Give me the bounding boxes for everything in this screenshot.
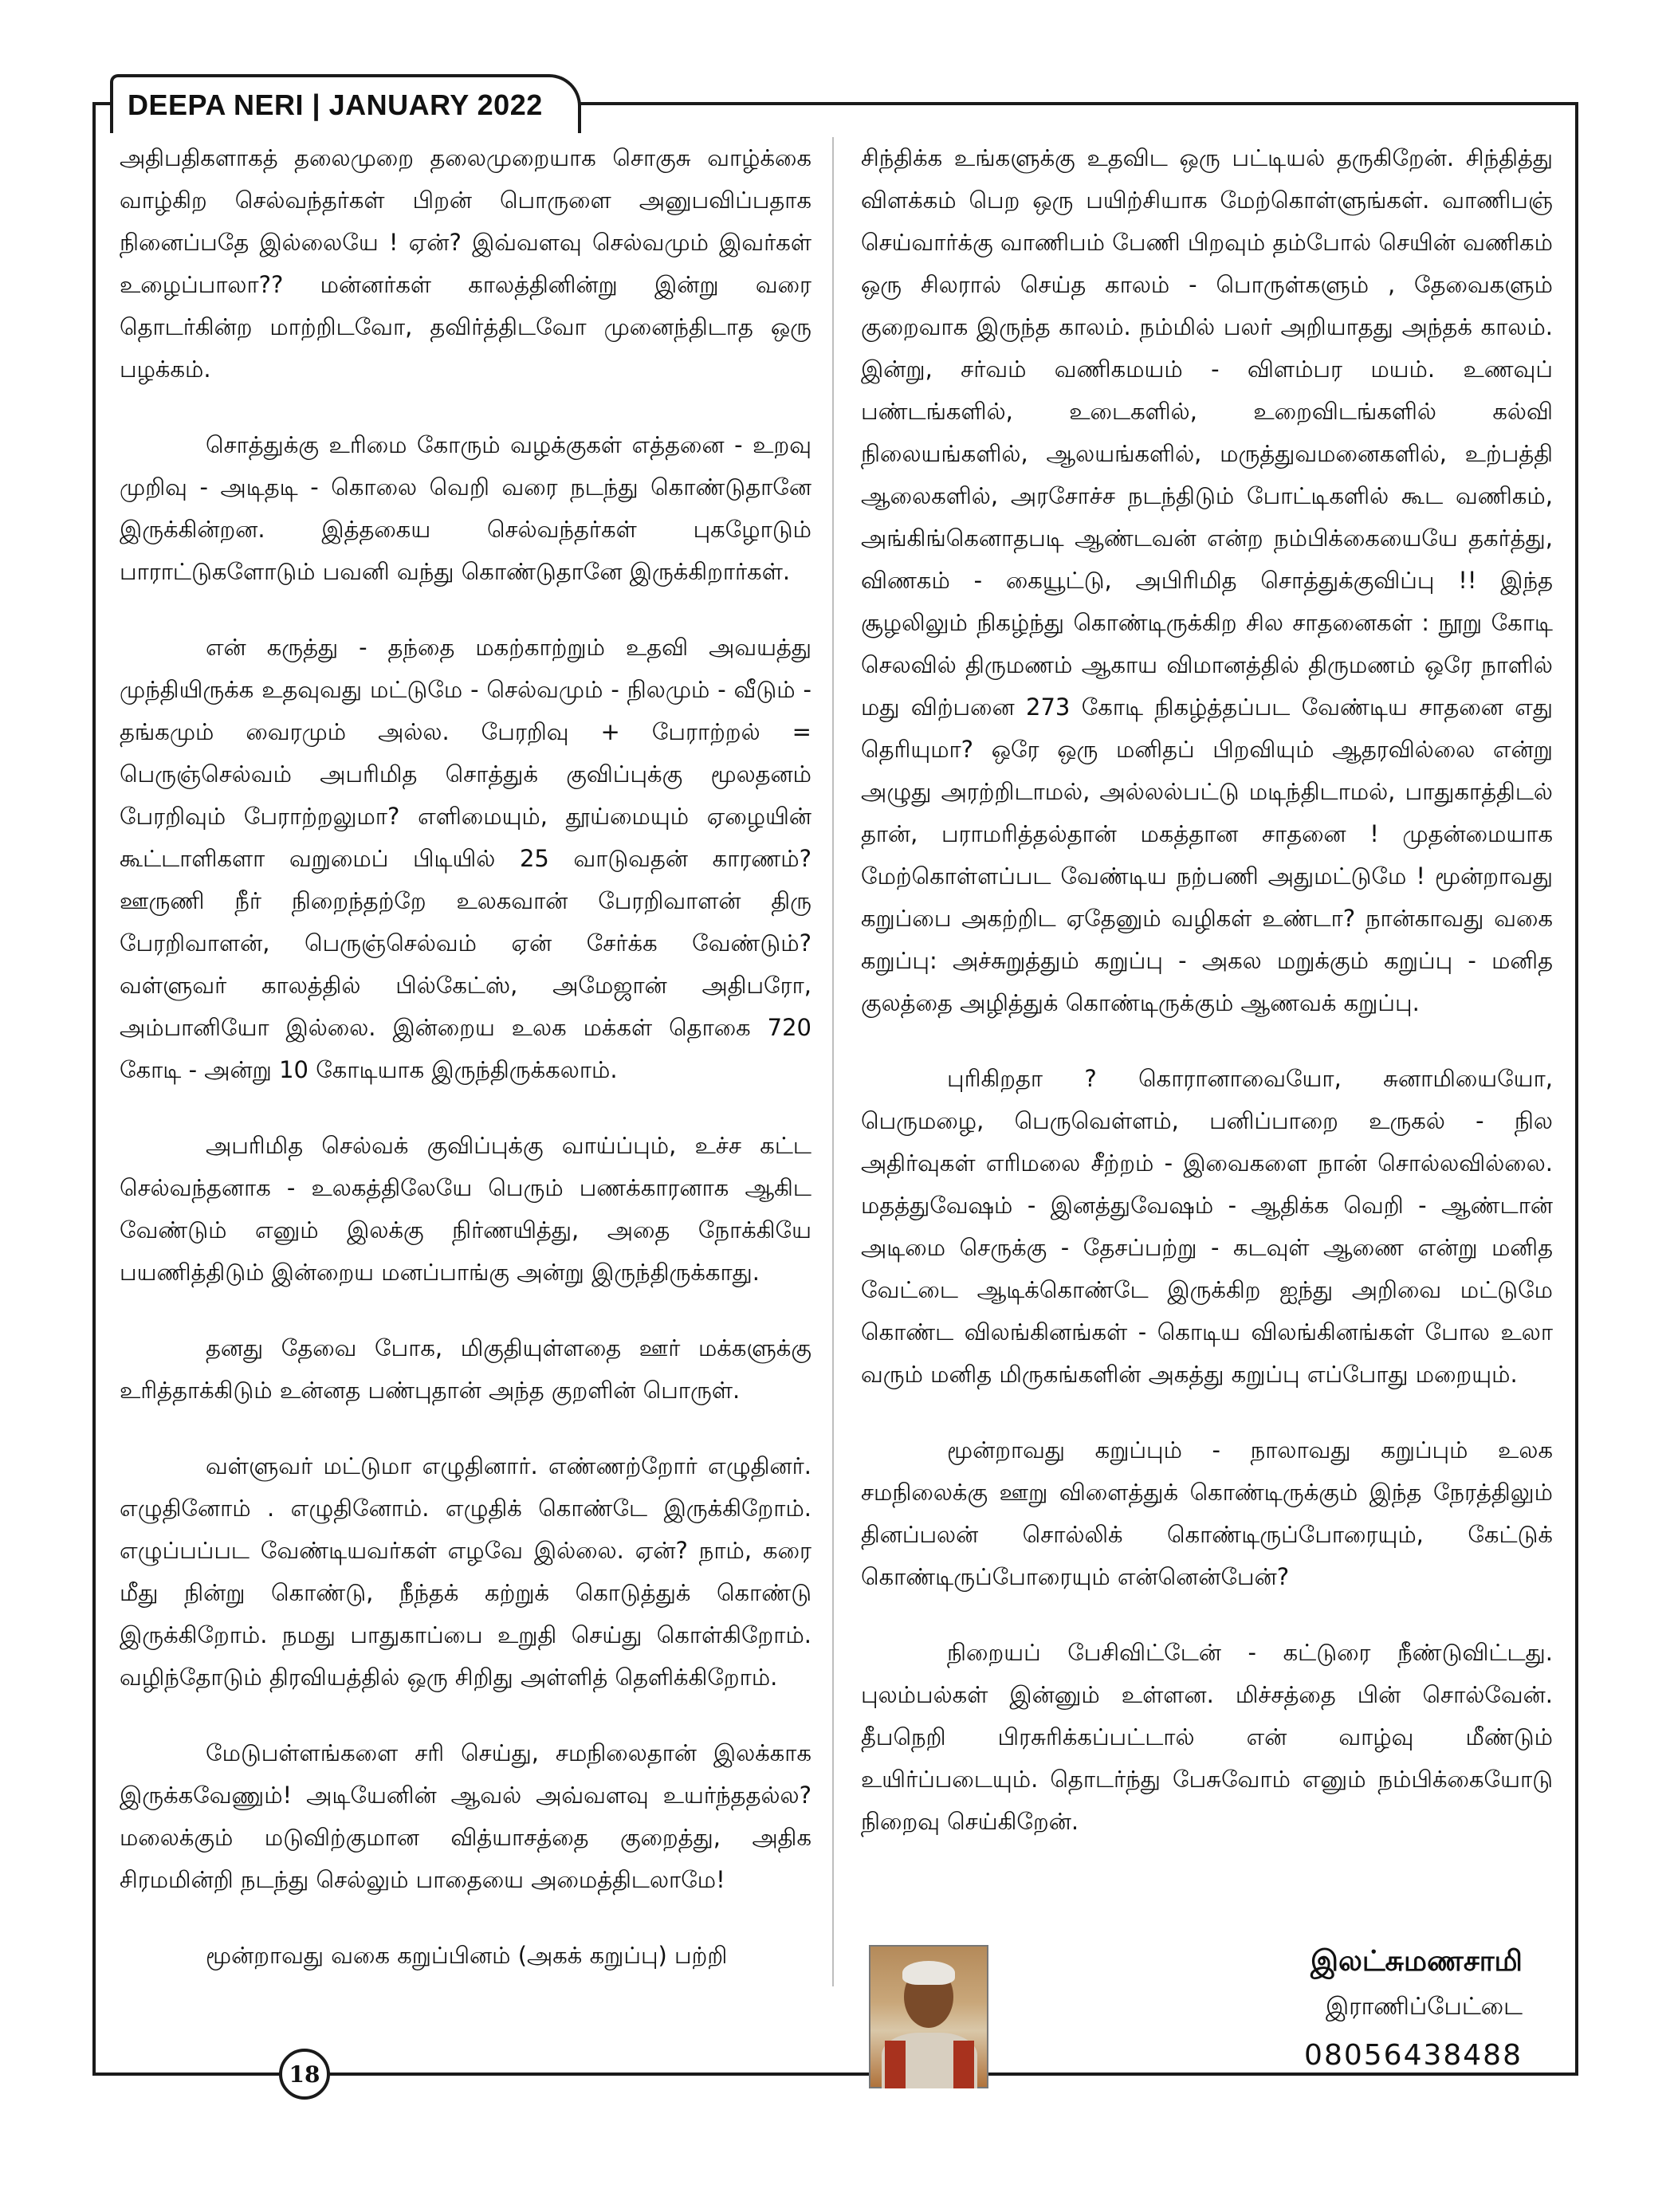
paragraph: என் கருத்து - தந்தை மகற்காற்றும் உதவி அவயத்து முந்தியிருக்க உதவுவது மட்டுமே - செல்வமும் - நிலமும் - வீடும் - தங்கமும் வைரமும் அல்ல. பேரறிவு + பேராற்றல் = பெருஞ்செல்வம் அபரிமித சொத்துக் குவிப்புக்கு மூலதனம் பேரறிவும் பேராற்றலுமா? எளிமையும், தூய்மையும் ஏழையின் கூட்டாளிகளா வறுமைப் பிடியில் 25 வாடுவதன் காரணம்? ஊருணி நீர் நிறைந்தற்றே உலகவான் பேரறிவாளன் திரு பேரறிவாளன், பெருஞ்செல்வம் ஏன் சேர்க்க வேண்டும்? வள்ளுவர் காலத்தில் பில்கேட்ஸ், அமேஜான் அதிபரோ, அம்பானியோ இல்லை. இன்றைய உலக மக்கள் தொகை 720 கோடி - அன்று 10 கோடியாக இருந்திருக்கலாம். [120,634,811,1083]
magazine-header [110,74,581,133]
paragraph: மேடுபள்ளங்களை சரி செய்து, சமநிலைதான் இலக்காக இருக்கவேணும்! அடியேனின் ஆவல் அவ்வளவு உயர்ந்ததல்ல? மலைக்கும் மடுவிற்குமான வித்யாசத்தை குறைத்து, அதிக சிரமமின்றி நடந்து செல்லும் பாதையை அமைத்திடலாமே! [120,1739,811,1893]
paragraph: மூன்றாவது வகை கறுப்பினம் (அகக் கறுப்பு) பற்றி [206,1942,728,1969]
paragraph: வள்ளுவர் மட்டுமா எழுதினார். எண்ணற்றோர் எழுதினர். எழுதினோம் . எழுதினோம். எழுதிக் கொண்டே இருக்கிறோம். எழுப்பப்பட வேண்டியவர்கள் எழவே இல்லை. ஏன்? நாம், கரை மீது நின்று கொண்டு, நீந்தக் கற்றுக் கொடுத்துக் கொண்டு இருக்கிறோம். நமது பாதுகாப்பை உறுதி செய்து கொள்கிறோம். வழிந்தோடும் திரவியத்தில் ஒரு சிறிது அள்ளித் தெளிக்கிறோம். [120,1452,811,1691]
paragraph: அபரிமித செல்வக் குவிப்புக்கு வாய்ப்பும், உச்ச கட்ட செல்வந்தனாக - உலகத்திலேயே பெரும் பணக்காரனாக ஆகிட வேண்டும் எனும் இலக்கு நிர்ணயித்து, அதை நோக்கியே பயணித்திடும் இன்றைய மனப்பாங்கு அன்று இருந்திருக்காது. [120,1132,811,1286]
author-name: இலட்சுமணசாமி [1311,1945,1523,1978]
paragraph: நிறையப் பேசிவிட்டேன் - கட்டுரை நீண்டுவிட்டது. புலம்பல்கள் இன்னும் உள்ளன. மிச்சத்தை பின் சொல்வேன். தீபநெறி பிரசுரிக்கப்பட்டால் என் வாழ்வு மீண்டும் உயிர்ப்படையும். தொடர்ந்து பேசுவோம் எனும் நம்பிக்கையோடு நிறைவு செய்கிறேன். [861,1639,1553,1835]
author-photo [869,1945,988,2088]
paragraph: அதிபதிகளாகத் தலைமுறை தலைமுறையாக சொகுசு வாழ்க்கை வாழ்கிற செல்வந்தர்கள் பிறன் பொருளை அனுபவிப்பதாக நினைப்பதே இல்லையே ! ஏன்? இவ்வளவு செல்வமும் இவர்கள் உழைப்பாலா?? மன்னர்கள் காலத்தினின்று இன்று வரை தொடர்கின்ற மாற்றிடவோ, தவிர்த்திடவோ முனைந்திடாத ஒரு பழக்கம். [120,144,811,383]
column-divider [832,137,834,1986]
paragraph: சொத்துக்கு உரிமை கோரும் வழக்குகள் எத்தனை - உறவு முறிவு - அடிதடி - கொலை வெறி வரை நடந்து கொண்டுதானே இருக்கின்றன. இத்தகைய செல்வந்தர்கள் புகழோடும் பாராட்டுகளோடும் பவனி வந்து கொண்டுதானே இருக்கிறார்கள். [120,431,811,585]
author-block [869,1945,1546,2073]
page-number: 18 [289,2061,320,2088]
right-column [861,137,1553,1876]
page-number-badge [279,2049,330,2100]
magazine-title: DEEPA NERI | JANUARY 2022 [128,88,543,121]
paragraph: புரிகிறதா ? கொரானாவையோ, சுனாமியையோ, பெருமழை, பெருவெள்ளம், பனிப்பாறை உருகல் - நில அதிர்வுகள் எரிமலை சீற்றம் - இவைகளை நான் சொல்லவில்லை. மதத்துவேஷம் - இனத்துவேஷம் - ஆதிக்க வெறி - ஆண்டான் அடிமை செருக்கு - தேசப்பற்று - கடவுள் ஆணை என்று மனித வேட்டை ஆடிக்கொண்டே இருக்கிற ஐந்து அறிவை மட்டுமே கொண்ட விலங்கினங்கள் - கொடிய விலங்கினங்கள் போல உலா வரும் மனித மிருகங்களின் அகத்து கறுப்பு எப்போது மறையும். [861,1065,1553,1388]
paragraph: மூன்றாவது கறுப்பும் - நாலாவது கறுப்பும் உலக சமநிலைக்கு ஊறு விளைத்துக் கொண்டிருக்கும் இந்த நேரத்திலும் தினப்பலன் சொல்லிக் கொண்டிருப்போரையும், கேட்டுக் கொண்டிருப்போரையும் என்னென்பேன்? [861,1436,1553,1590]
left-column [120,137,811,2010]
paragraph: சிந்திக்க உங்களுக்கு உதவிட ஒரு பட்டியல் தருகிறேன். சிந்தித்து விளக்கம் பெற ஒரு பயிற்சியாக மேற்கொள்ளுங்கள். வாணிபஞ் செய்வார்க்கு வாணிபம் பேணி பிறவும் தம்போல் செயின் வணிகம் ஒரு சிலரால் செய்த காலம் - பொருள்களும் , தேவைகளும் குறைவாக இருந்த காலம். நம்மில் பலர் அறியாதது அந்தக் காலம். இன்று, சர்வம் வணிகமயம் - விளம்பர மயம். உணவுப் பண்டங்களில், உடைகளில், உறைவிடங்களில் கல்வி நிலையங்களில், ஆலயங்களில், மருத்துவமனைகளில், உற்பத்தி ஆலைகளில், அரசோச்ச நடந்திடும் போட்டிகளில் கூட வணிகம், அங்கிங்கெனாதபடி ஆண்டவன் என்ற நம்பிக்கையையே தகர்த்து, விணகம் - கையூட்டு, அபிரிமித சொத்துக்குவிப்பு !! இந்த சூழலிலும் நிகழ்ந்து கொண்டிருக்கிற சில சாதனைகள் : நூறு கோடி செலவில் திருமணம் ஆகாய விமானத்தில் திருமணம் ஒரே நாளில் மது விற்பனை 273 கோடி நிகழ்த்தப்பட வேண்டிய சாதனை எது தெரியுமா? ஒரே ஒரு மனிதப் பிறவியும் ஆதரவில்லை என்று அழுது அரற்றிடாமல், அல்லல்பட்டு மடிந்திடாமல், பாதுகாத்திடல் தான், பராமரித்தல்தான் மகத்தான சாதனை ! முதன்மையாக மேற்கொள்ளப்பட வேண்டிய நற்பணி அதுமட்டுமே ! மூன்றாவது கறுப்பை அகற்றிட ஏதேனும் வழிகள் உண்டா? நான்காவது வகை கறுப்பு: அச்சுறுத்தும் கறுப்பு - அகல மறுக்கும் கறுப்பு - மனித குலத்தை அழித்துக் கொண்டிருக்கும் ஆணவக் கறுப்பு. [861,144,1553,1016]
author-place: இராணிப்பேட்டை [1325,1993,1523,2021]
paragraph: தனது தேவை போக, மிகுதியுள்ளதை ஊர் மக்களுக்கு உரித்தாக்கிடும் உன்னத பண்புதான் அந்த குறளின் பொருள். [120,1334,811,1404]
author-phone: 08056438488 [1304,2039,1523,2072]
